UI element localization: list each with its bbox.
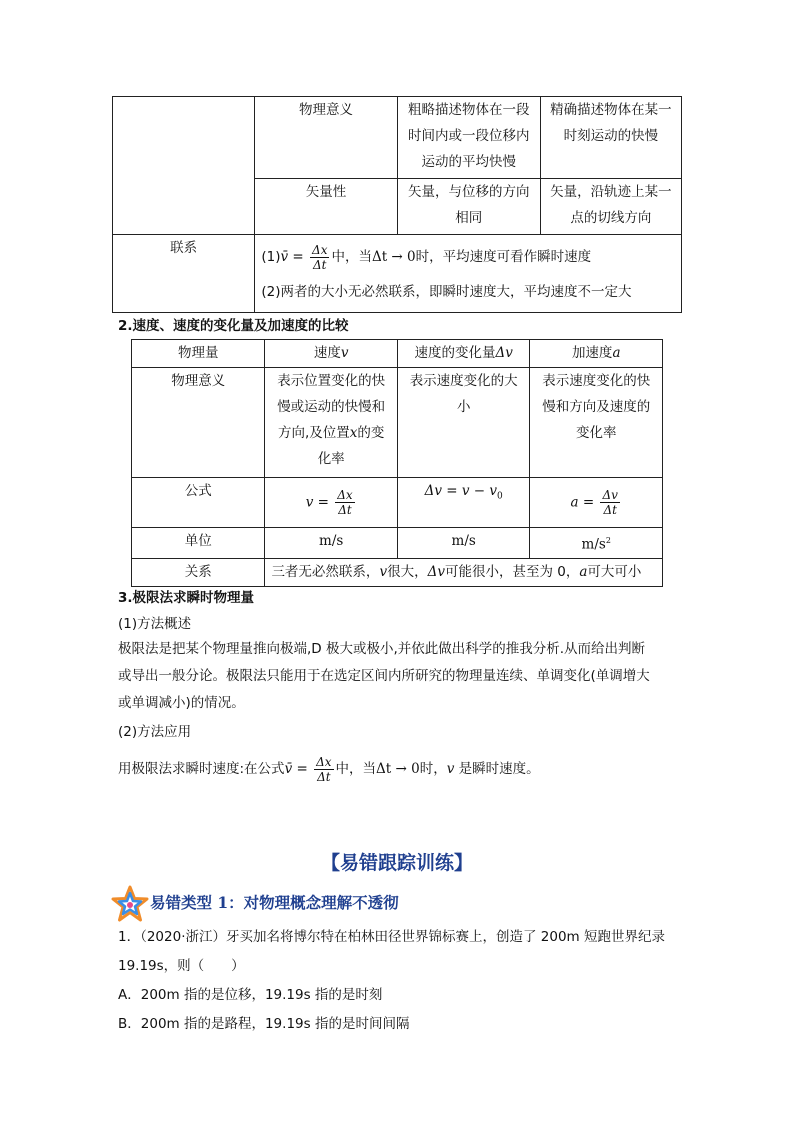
meaning-v: 表示位置变化的快 慢或运动的快慢和 方向,及位置x的变 化率	[265, 368, 398, 478]
header-cell: 速度v	[265, 340, 398, 368]
question-stem-2: 19.19s，则（ ）	[118, 958, 245, 974]
meaning-dv: 表示速度变化的大 小	[397, 368, 530, 478]
formula-v: v = $\frac{\Delta x}{\Delta t}$	[265, 478, 398, 528]
header-cell: 物理量	[132, 340, 265, 368]
table-row	[132, 340, 663, 368]
row-label: 物理意义	[132, 368, 265, 478]
table-row	[132, 558, 663, 586]
table-row	[132, 478, 663, 528]
avg-velocity-vector: 矢量，与位移的方向 相同	[397, 179, 540, 235]
avg-velocity-meaning: 粗略描述物体在一段 时间内或一段位移内 运动的平均快慢	[397, 97, 540, 179]
row-label: 关系	[132, 558, 265, 586]
heading-2: 2.速度、速度的变化量及加速度的比较	[118, 318, 349, 334]
unit-a: $m/s^2$	[530, 528, 663, 559]
unit-v: m/s	[265, 528, 398, 559]
meaning-a: 表示速度变化的快 慢和方向及速度的 变化率	[530, 368, 663, 478]
star-icon	[110, 884, 150, 924]
row-label: 物理意义	[255, 97, 397, 179]
app-text: 用极限法求瞬时速度:在公式v̄ = $\frac{\Delta x}{\Delta t}$ 中，当Δt → 0时，v 是瞬时速度。	[118, 754, 540, 784]
table-row	[132, 368, 663, 478]
row-label: 单位	[132, 528, 265, 559]
table-row	[113, 97, 682, 179]
row-label: 矢量性	[255, 179, 397, 235]
row-label: 联系	[113, 235, 255, 313]
question-stem-1: 1．（2020·浙江）牙买加名将博尔特在柏林田径世界锦标赛上，创造了 200m 短跑世界纪录	[118, 929, 665, 945]
relation-line-1: (1)v̄ = $\frac{\Delta x}{\Delta t}$ 中，当Δt → 0时，平均速度可看作瞬时速度	[261, 242, 592, 272]
inst-velocity-vector: 矢量，沿轨迹上某一 点的切线方向	[540, 179, 681, 235]
header-cell: 速度的变化量Δv	[397, 340, 530, 368]
row-label: 公式	[132, 478, 265, 528]
relation-text: 三者无必然联系，v很大，Δv可能很小，甚至为 0，a可大可小	[265, 558, 663, 586]
inst-velocity-meaning: 精确描述物体在某一 时刻运动的快慢	[540, 97, 681, 179]
velocity-acceleration-table	[131, 339, 663, 587]
empty-cell	[113, 97, 255, 235]
formula-dv: $\Delta v = v - v_0$	[397, 478, 530, 528]
method-text: 极限法是把某个物理量推向极端,D 极大或极小,并依此做出科学的推我分析.从而给出判断 或导出一般分论。极限法只能用于在选定区间内所研究的物理量连续、单调变化(单调增大 或单调减小)的情况。	[118, 641, 650, 711]
velocity-comparison-table	[112, 96, 682, 313]
heading-3: 3.极限法求瞬时物理量	[118, 590, 255, 606]
app-title: (2)方法应用	[118, 724, 192, 740]
section-title: 【易错跟踪训练】	[320, 852, 473, 874]
table-row	[113, 235, 682, 313]
formula-a: a = $\frac{\Delta v}{\Delta t}$	[530, 478, 663, 528]
option-a[interactable]: A．200m 指的是位移，19.19s 指的是时刻	[118, 987, 383, 1003]
method-title: (1)方法概述	[118, 616, 192, 632]
unit-dv: m/s	[397, 528, 530, 559]
fraction: $\frac{\Delta x}{\Delta t}$	[312, 242, 328, 272]
question-block	[118, 923, 698, 1039]
header-cell: 加速度a	[530, 340, 663, 368]
option-b[interactable]: B．200m 指的是路程，19.19s 指的是时间间隔	[118, 1016, 410, 1032]
error-type-heading: 易错类型 1：对物理概念理解不透彻	[150, 893, 399, 912]
relation-cell	[255, 235, 682, 313]
table-row	[132, 528, 663, 559]
relation-line-2: (2)两者的大小无必然联系，即瞬时速度大，平均速度不一定大	[261, 284, 632, 300]
